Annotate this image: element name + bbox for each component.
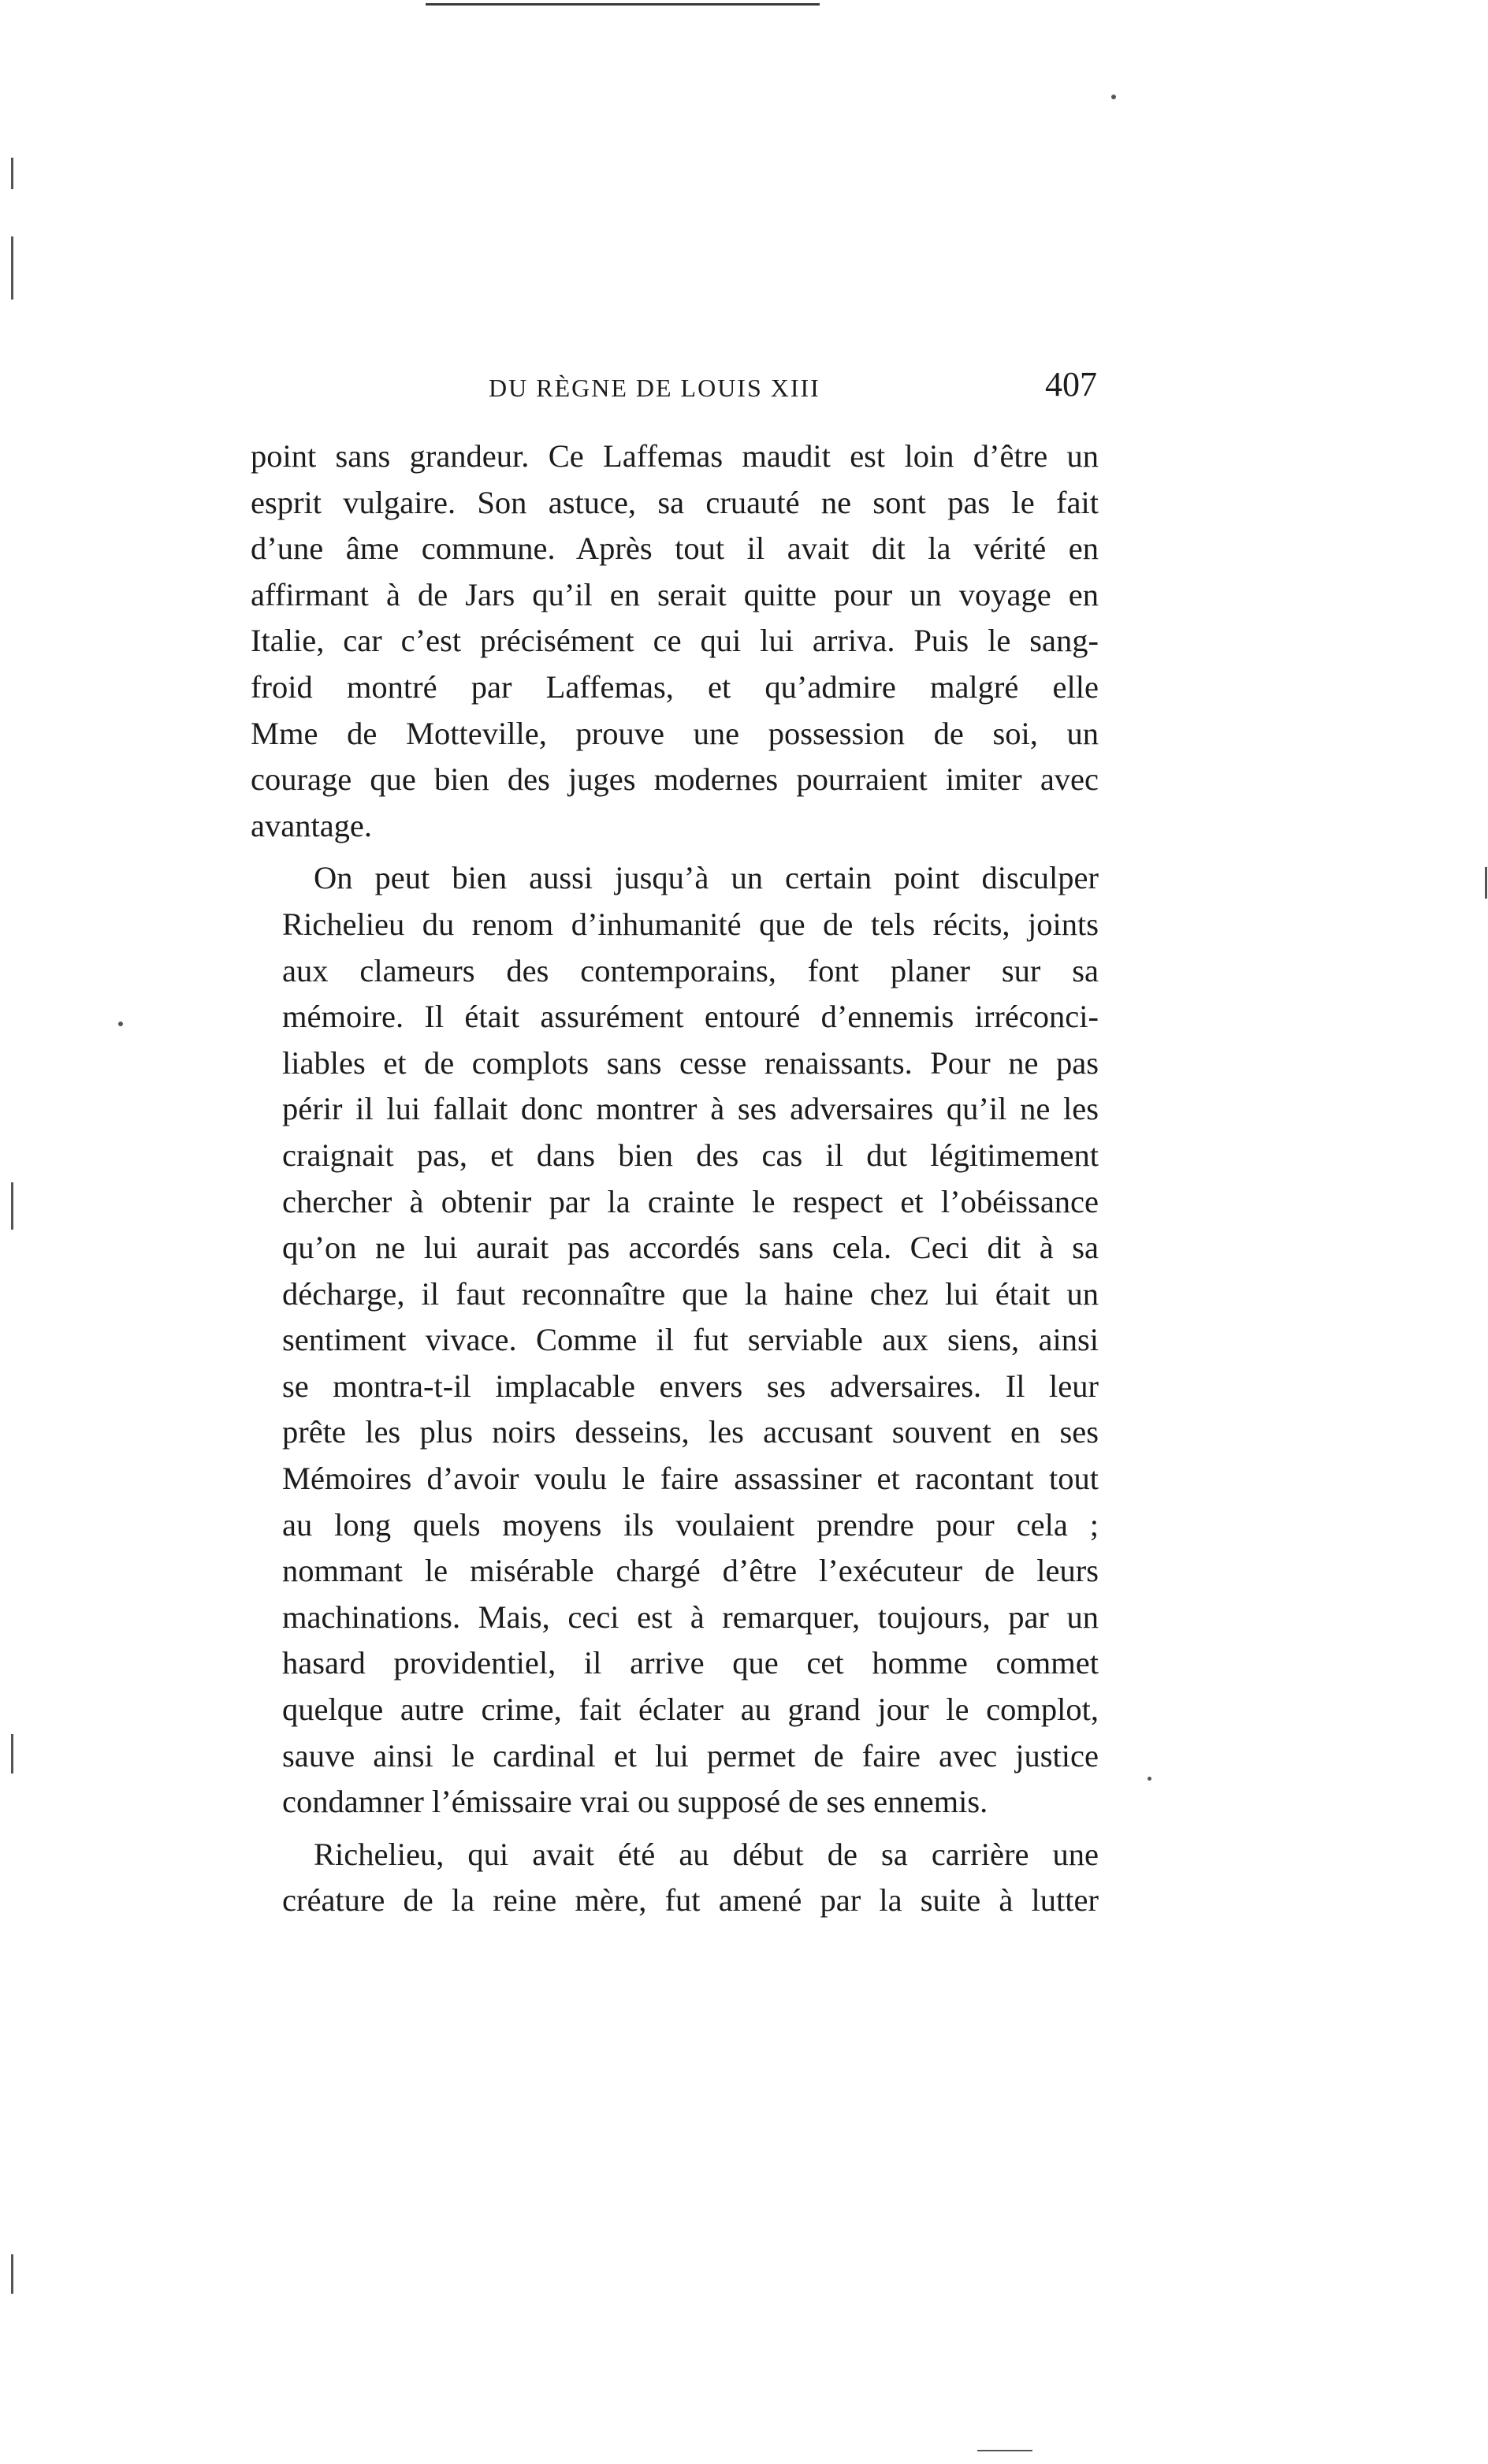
scan-right-edge-mark <box>1485 867 1487 899</box>
text-line: se montra-t-il implacable envers ses adversaires. Il leur <box>282 1368 1099 1404</box>
page-number: 407 <box>1045 365 1097 404</box>
text-line: point sans grandeur. Ce Laffemas maudit est loin d’être un <box>251 438 1099 474</box>
paragraph <box>251 855 1099 1825</box>
text-line: Mémoires d’avoir voulu le faire assassiner et racontant tout <box>282 1461 1099 1497</box>
text-line: mémoire. Il était assurément entouré d’ennemis irréconci- <box>282 999 1099 1035</box>
text-line: craignait pas, et dans bien des cas il dut légitimement <box>282 1137 1099 1173</box>
text-line: On peut bien aussi jusqu’à un certain point disculper <box>314 860 1099 896</box>
text-line: aux clameurs des contemporains, font planer sur sa <box>282 952 1099 988</box>
text-line: décharge, il faut reconnaître que la haine chez lui était un <box>282 1275 1099 1312</box>
text-line: au long quels moyens ils voulaient prendre pour cela ; <box>282 1506 1099 1543</box>
scan-dot <box>118 1022 123 1026</box>
text-line: Italie, car c’est précisément ce qui lui arriva. Puis le sang- <box>251 623 1099 659</box>
text-line: machinations. Mais, ceci est à remarquer, toujours, par un <box>282 1599 1099 1635</box>
text-line: avantage. <box>251 807 373 843</box>
text-line: Richelieu du renom d’inhumanité que de tels récits, joints <box>282 906 1099 942</box>
text-line: esprit vulgaire. Son astuce, sa cruauté ne sont pas le fait <box>251 484 1099 520</box>
paragraph <box>251 1832 1099 1924</box>
scan-left-edge-mark <box>11 1734 13 1774</box>
text-line: liables et de complots sans cesse renaissants. Pour ne pas <box>282 1044 1099 1081</box>
text-line: sauve ainsi le cardinal et lui permet de faire avec justice <box>282 1737 1099 1774</box>
text-line: qu’on ne lui aurait pas accordés sans cela. Ceci dit à sa <box>282 1230 1099 1266</box>
body-text <box>251 434 1099 1924</box>
text-line: nommant le misérable chargé d’être l’exécuteur de leurs <box>282 1553 1099 1589</box>
text-line: courage que bien des juges modernes pourraient imiter avec <box>251 761 1099 798</box>
text-line: chercher à obtenir par la crainte le respect et l’obéissance <box>282 1183 1099 1219</box>
text-line: hasard providentiel, il arrive que cet homme commet <box>282 1645 1099 1681</box>
paragraph <box>251 434 1099 849</box>
text-line: prête les plus noirs desseins, les accusant souvent en ses <box>282 1414 1099 1450</box>
page-header <box>252 364 1097 411</box>
scan-left-edge-mark <box>11 158 13 189</box>
text-line: créature de la reine mère, fut amené par la suite à lutter <box>282 1882 1099 1919</box>
scan-left-edge-mark <box>11 2254 13 2294</box>
text-line: froid montré par Laffemas, et qu’admire malgré elle <box>251 668 1099 705</box>
text-line: sentiment vivace. Comme il fut serviable aux siens, ainsi <box>282 1322 1099 1358</box>
scan-left-edge-mark <box>11 1182 13 1230</box>
text-line: périr il lui fallait donc montrer à ses adversaires qu’il ne les <box>282 1091 1099 1127</box>
scan-left-edge-mark <box>11 236 13 300</box>
scan-dot <box>1148 1777 1151 1781</box>
text-line: Mme de Motteville, prouve une possession de soi, un <box>251 715 1099 751</box>
text-line: quelque autre crime, fait éclater au grand jour le complot, <box>282 1692 1099 1728</box>
text-line: d’une âme commune. Après tout il avait dit la vérité en <box>251 530 1099 567</box>
text-line: Richelieu, qui avait été au début de sa carrière une <box>314 1836 1099 1872</box>
scan-top-rule <box>426 3 820 6</box>
text-line: affirmant à de Jars qu’il en serait quitte pour un voyage en <box>251 576 1099 612</box>
scan-bottom-rule <box>977 2450 1032 2451</box>
text-line: condamner l’émissaire vrai ou supposé de ses ennemis. <box>282 1784 988 1820</box>
running-head: DU RÈGNE DE LOUIS XIII <box>489 374 820 402</box>
scan-dot <box>1111 95 1116 99</box>
